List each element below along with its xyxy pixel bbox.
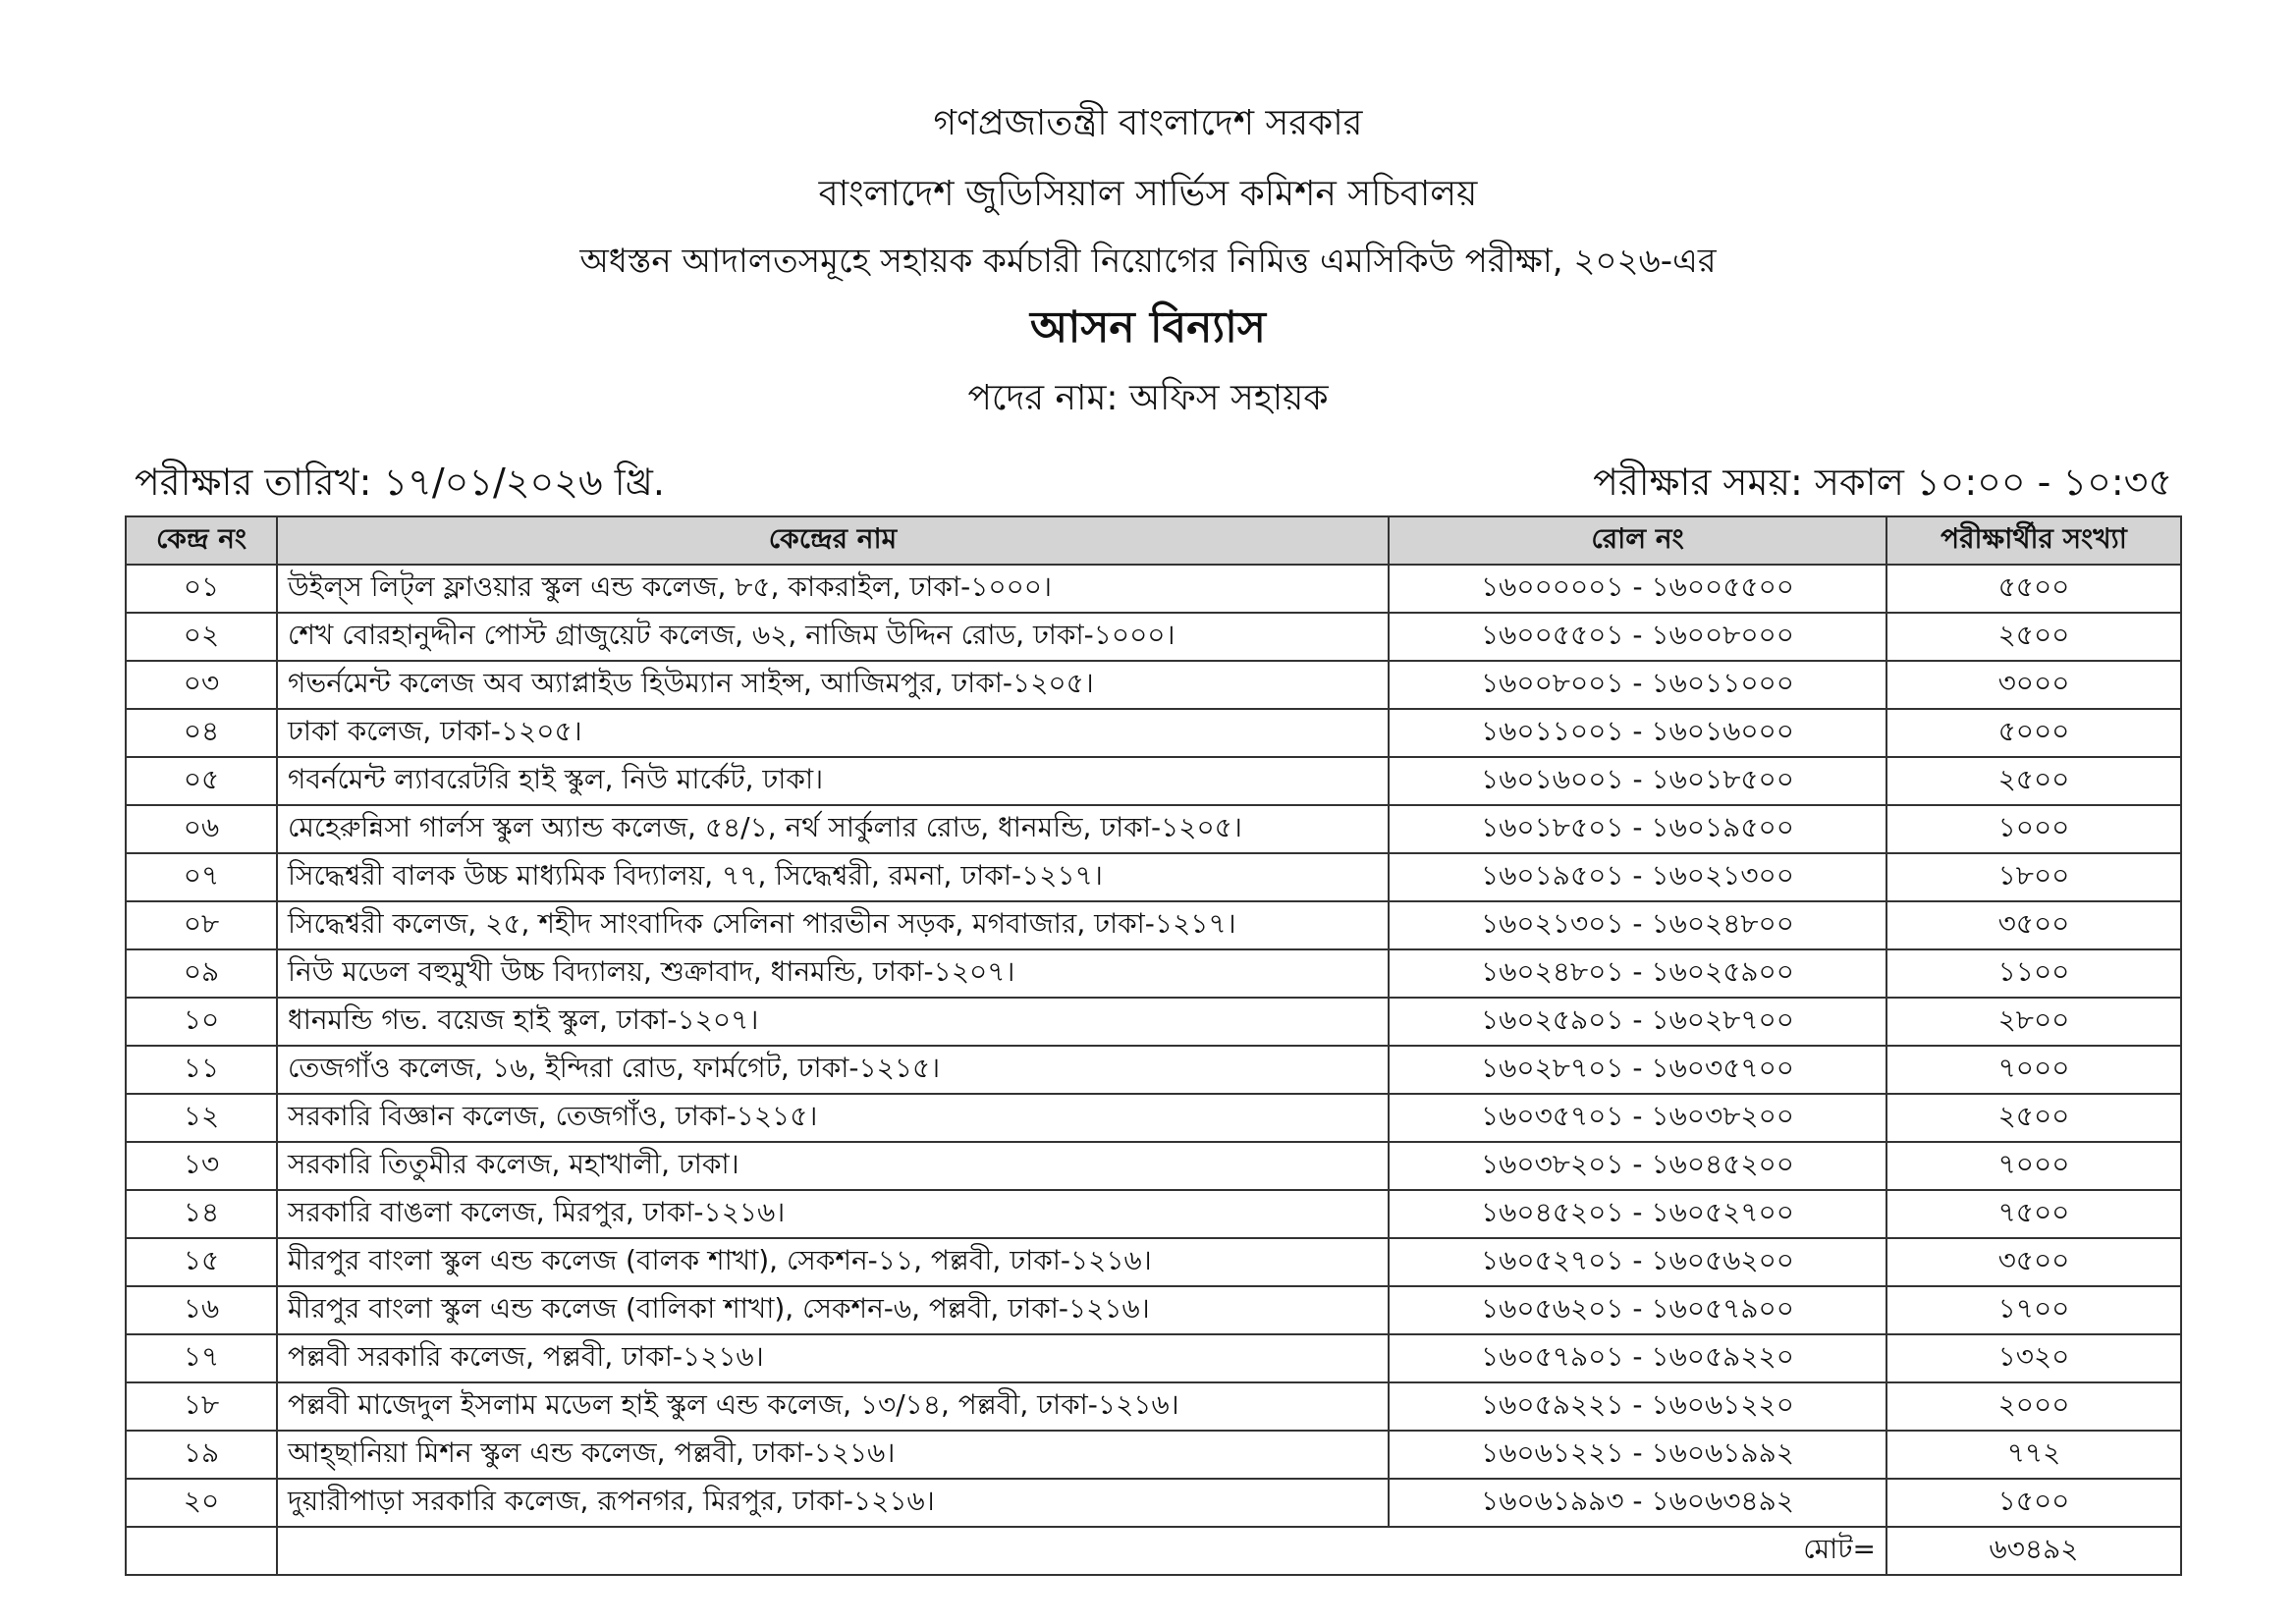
center-name-cell: শেখ বোরহানুদ্দীন পোস্ট গ্রাজুয়েট কলেজ, ৬২, নাজিম উদ্দিন রোড, ঢাকা-১০০০।: [277, 613, 1389, 661]
examinee-count-cell: ২৫০০: [1886, 613, 2181, 661]
center-name-cell: সরকারি বাঙলা কলেজ, মিরপুর, ঢাকা-১২১৬।: [277, 1190, 1389, 1238]
col-header-center-no: কেন্দ্র নং: [126, 516, 277, 565]
center-no-cell: ১৩: [126, 1142, 277, 1190]
center-name-cell: মীরপুর বাংলা স্কুল এন্ড কলেজ (বালিকা শাখা), সেকশন-৬, পল্লবী, ঢাকা-১২১৬।: [277, 1286, 1389, 1334]
center-name-cell: দুয়ারীপাড়া সরকারি কলেজ, রূপনগর, মিরপুর, ঢাকা-১২১৬।: [277, 1479, 1389, 1527]
examinee-count-cell: ৭০০০: [1886, 1046, 2181, 1094]
table-row: [126, 998, 2181, 1046]
examinee-count-cell: ২০০০: [1886, 1382, 2181, 1431]
table-row: [126, 1190, 2181, 1238]
total-row: [126, 1527, 2181, 1575]
roll-range-cell: ১৬০১৮৫০১ - ১৬০১৯৫০০: [1389, 805, 1886, 853]
table-row: [126, 949, 2181, 998]
roll-range-cell: ১৬০০০০০১ - ১৬০০৫৫০০: [1389, 565, 1886, 613]
examinee-count-cell: ২৫০০: [1886, 757, 2181, 805]
examinee-count-cell: ২৮০০: [1886, 998, 2181, 1046]
center-name-cell: ঢাকা কলেজ, ঢাকা-১২০৫।: [277, 709, 1389, 757]
center-no-cell: ২০: [126, 1479, 277, 1527]
roll-range-cell: ১৬০৫৬২০১ - ১৬০৫৭৯০০: [1389, 1286, 1886, 1334]
table-row: [126, 709, 2181, 757]
center-no-cell: ০১: [126, 565, 277, 613]
table-row: [126, 853, 2181, 901]
commission-title: বাংলাদেশ জুডিসিয়াল সার্ভিস কমিশন সচিবালয়: [818, 174, 1478, 214]
examinee-count-cell: ৩০০০: [1886, 661, 2181, 709]
center-no-cell: ১১: [126, 1046, 277, 1094]
exam-date: পরীক্ষার তারিখ: ১৭/০১/২০২৬ খ্রি.: [135, 454, 665, 520]
roll-range-cell: ১৬০২৫৯০১ - ১৬০২৮৭০০: [1389, 998, 1886, 1046]
center-no-cell: ১৫: [126, 1238, 277, 1286]
roll-range-cell: ১৬০২১৩০১ - ১৬০২৪৮০০: [1389, 901, 1886, 949]
page-title: আসন বিন্যাস: [1030, 302, 1266, 352]
center-name-cell: তেজগাঁও কলেজ, ১৬, ইন্দিরা রোড, ফার্মগেট, ঢাকা-১২১৫।: [277, 1046, 1389, 1094]
roll-range-cell: ১৬০৫৯২২১ - ১৬০৬১২২০: [1389, 1382, 1886, 1431]
center-no-cell: ১৬: [126, 1286, 277, 1334]
col-header-roll-no: রোল নং: [1389, 516, 1886, 565]
table-row: [126, 1431, 2181, 1479]
roll-range-cell: ১৬০৪৫২০১ - ১৬০৫২৭০০: [1389, 1190, 1886, 1238]
col-header-center-name: কেন্দ্রের নাম: [277, 516, 1389, 565]
center-name-cell: মীরপুর বাংলা স্কুল এন্ড কলেজ (বালক শাখা), সেকশন-১১, পল্লবী, ঢাকা-১২১৬।: [277, 1238, 1389, 1286]
government-title: গণপ্রজাতন্ত্রী বাংলাদেশ সরকার: [933, 103, 1363, 143]
center-name-cell: গবর্নমেন্ট ল্যাবরেটরি হাই স্কুল, নিউ মার্কেট, ঢাকা।: [277, 757, 1389, 805]
examinee-count-cell: ১৮০০: [1886, 853, 2181, 901]
table-row: [126, 1238, 2181, 1286]
table-row: [126, 805, 2181, 853]
roll-range-cell: ১৬০২৪৮০১ - ১৬০২৫৯০০: [1389, 949, 1886, 998]
roll-range-cell: ১৬০০৮০০১ - ১৬০১১০০০: [1389, 661, 1886, 709]
table-row: [126, 757, 2181, 805]
examinee-count-cell: ৩৫০০: [1886, 901, 2181, 949]
examinee-count-cell: ১৭০০: [1886, 1286, 2181, 1334]
center-no-cell: ১২: [126, 1094, 277, 1142]
center-name-cell: নিউ মডেল বহুমুখী উচ্চ বিদ্যালয়, শুক্রাবাদ, ধানমন্ডি, ঢাকা-১২০৭।: [277, 949, 1389, 998]
post-name: পদের নাম: অফিস সহায়ক: [967, 378, 1329, 418]
examinee-count-cell: ২৫০০: [1886, 1094, 2181, 1142]
center-no-cell: ১৮: [126, 1382, 277, 1431]
roll-range-cell: ১৬০৫৭৯০১ - ১৬০৫৯২২০: [1389, 1334, 1886, 1382]
col-header-examinee-count: পরীক্ষার্থীর সংখ্যা: [1886, 516, 2181, 565]
examinee-count-cell: ১১০০: [1886, 949, 2181, 998]
table-row: [126, 1142, 2181, 1190]
center-name-cell: পল্লবী সরকারি কলেজ, পল্লবী, ঢাকা-১২১৬।: [277, 1334, 1389, 1382]
table-row: [126, 565, 2181, 613]
roll-range-cell: ১৬০৩৮২০১ - ১৬০৪৫২০০: [1389, 1142, 1886, 1190]
center-no-cell: ১০: [126, 998, 277, 1046]
center-name-cell: ধানমন্ডি গভ. বয়েজ হাই স্কুল, ঢাকা-১২০৭।: [277, 998, 1389, 1046]
examinee-count-cell: ৫০০০: [1886, 709, 2181, 757]
roll-range-cell: ১৬০৬১৯৯৩ - ১৬০৬৩৪৯২: [1389, 1479, 1886, 1527]
roll-range-cell: ১৬০১১০০১ - ১৬০১৬০০০: [1389, 709, 1886, 757]
center-no-cell: ০৭: [126, 853, 277, 901]
table-row: [126, 613, 2181, 661]
roll-range-cell: ১৬০০৫৫০১ - ১৬০০৮০০০: [1389, 613, 1886, 661]
center-no-cell: ০৪: [126, 709, 277, 757]
roll-range-cell: ১৬০১৯৫০১ - ১৬০২১৩০০: [1389, 853, 1886, 901]
center-name-cell: সিদ্ধেশ্বরী কলেজ, ২৫, শহীদ সাংবাদিক সেলিনা পারভীন সড়ক, মগবাজার, ঢাকা-১২১৭।: [277, 901, 1389, 949]
center-name-cell: গভর্নমেন্ট কলেজ অব অ্যাপ্লাইড হিউম্যান সাইন্স, আজিমপুর, ঢাকা-১২০৫।: [277, 661, 1389, 709]
center-name-cell: পল্লবী মাজেদুল ইসলাম মডেল হাই স্কুল এন্ড কলেজ, ১৩/১৪, পল্লবী, ঢাকা-১২১৬।: [277, 1382, 1389, 1431]
total-label: মোট=: [277, 1527, 1886, 1575]
table-row: [126, 901, 2181, 949]
examinee-count-cell: ৭০০০: [1886, 1142, 2181, 1190]
seat-plan-table: [125, 515, 2182, 1576]
examinee-count-cell: ১০০০: [1886, 805, 2181, 853]
center-no-cell: ১৪: [126, 1190, 277, 1238]
table-row: [126, 1046, 2181, 1094]
table-header-row: [126, 516, 2181, 565]
total-blank-cell: [126, 1527, 277, 1575]
table-row: [126, 661, 2181, 709]
center-name-cell: সরকারি তিতুমীর কলেজ, মহাখালী, ঢাকা।: [277, 1142, 1389, 1190]
center-name-cell: উইল্‌স লিট্‌ল ফ্লাওয়ার স্কুল এন্ড কলেজ, ৮৫, কাকরাইল, ঢাকা-১০০০।: [277, 565, 1389, 613]
roll-range-cell: ১৬০৫২৭০১ - ১৬০৫৬২০০: [1389, 1238, 1886, 1286]
roll-range-cell: ১৬০৬১২২১ - ১৬০৬১৯৯২: [1389, 1431, 1886, 1479]
center-no-cell: ০৫: [126, 757, 277, 805]
roll-range-cell: ১৬০৩৫৭০১ - ১৬০৩৮২০০: [1389, 1094, 1886, 1142]
table-row: [126, 1334, 2181, 1382]
examinee-count-cell: ৩৫০০: [1886, 1238, 2181, 1286]
table-row: [126, 1479, 2181, 1527]
roll-range-cell: ১৬০১৬০০১ - ১৬০১৮৫০০: [1389, 757, 1886, 805]
table-row: [126, 1286, 2181, 1334]
table-row: [126, 1382, 2181, 1431]
center-no-cell: ০২: [126, 613, 277, 661]
center-name-cell: মেহেরুন্নিসা গার্লস স্কুল অ্যান্ড কলেজ, ৫৪/১, নর্থ সার্কুলার রোড, ধানমন্ডি, ঢাকা-১২০৫।: [277, 805, 1389, 853]
roll-range-cell: ১৬০২৮৭০১ - ১৬০৩৫৭০০: [1389, 1046, 1886, 1094]
examinee-count-cell: ১৩২০: [1886, 1334, 2181, 1382]
center-no-cell: ১৭: [126, 1334, 277, 1382]
center-no-cell: ০৮: [126, 901, 277, 949]
center-no-cell: ০৯: [126, 949, 277, 998]
center-name-cell: সরকারি বিজ্ঞান কলেজ, তেজগাঁও, ঢাকা-১২১৫।: [277, 1094, 1389, 1142]
center-no-cell: ০৩: [126, 661, 277, 709]
examinee-count-cell: ৭৫০০: [1886, 1190, 2181, 1238]
total-value: ৬৩৪৯২: [1886, 1527, 2181, 1575]
table-row: [126, 1094, 2181, 1142]
exam-time: পরীক্ষার সময়: সকাল ১০:০০ - ১০:৩৫: [1593, 454, 2172, 520]
exam-title: অধস্তন আদালতসমূহে সহায়ক কর্মচারী নিয়োগের নিমিত্ত এমসিকিউ পরীক্ষা, ২০২৬-এর: [579, 242, 1717, 281]
center-no-cell: ১৯: [126, 1431, 277, 1479]
center-name-cell: আহ্‌ছানিয়া মিশন স্কুল এন্ড কলেজ, পল্লবী, ঢাকা-১২১৬।: [277, 1431, 1389, 1479]
center-no-cell: ০৬: [126, 805, 277, 853]
examinee-count-cell: ৫৫০০: [1886, 565, 2181, 613]
examinee-count-cell: ৭৭২: [1886, 1431, 2181, 1479]
center-name-cell: সিদ্ধেশ্বরী বালক উচ্চ মাধ্যমিক বিদ্যালয়, ৭৭, সিদ্ধেশ্বরী, রমনা, ঢাকা-১২১৭।: [277, 853, 1389, 901]
examinee-count-cell: ১৫০০: [1886, 1479, 2181, 1527]
